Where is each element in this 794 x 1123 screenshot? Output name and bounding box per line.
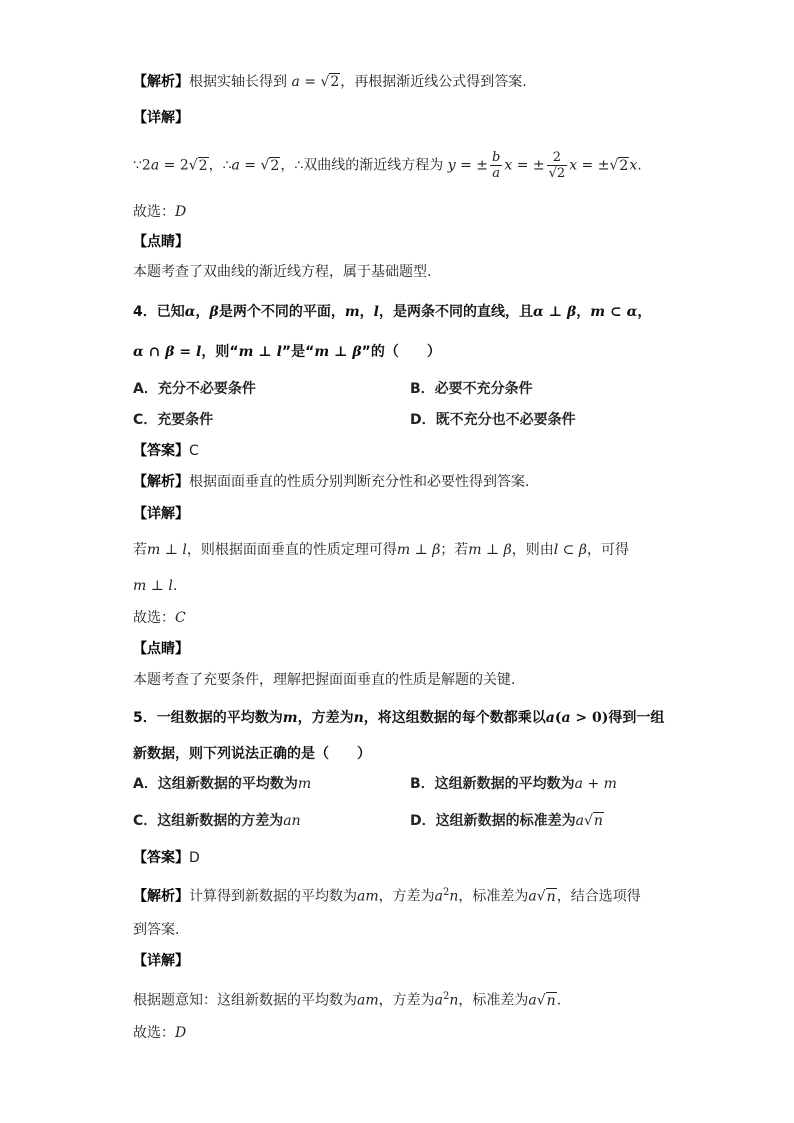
q4-detail-label: 【详解】 — [133, 506, 189, 522]
q4-stem-line2: α ∩ β = l，则“m ⊥ l”是“m ⊥ β”的（ ） — [133, 344, 441, 360]
q5-option-a[interactable]: A．这组新数据的平均数为m — [133, 776, 312, 792]
q3-choice-line: 故选：D — [133, 204, 187, 220]
q5-stem-line1: 5．一组数据的平均数为m，方差为n，将这组数据的每个数都乘以a(a > 0)得到一组 — [133, 710, 665, 726]
q5-option-d[interactable]: D．这组新数据的标准差为a√n — [410, 813, 603, 829]
q5-choice-line: 故选：D — [133, 1025, 187, 1041]
q4-option-c[interactable]: C．充要条件 — [133, 412, 214, 428]
q5-analysis-line2: 到答案. — [133, 922, 180, 938]
q4-option-a[interactable]: A．充分不必要条件 — [133, 381, 256, 397]
q3-comment-label: 【点睛】 — [133, 234, 189, 250]
sqrt-2: √2 — [320, 74, 340, 90]
q5-analysis-line1: 【解析】计算得到新数据的平均数为am，方差为$a^2n$，标准差为a√n，结合选项得 — [133, 887, 641, 905]
q5-detail-line: 根据题意知：这组新数据的平均数为am，方差为$a^2n$，标准差为a√n. — [133, 991, 562, 1009]
q4-comment-label: 【点睛】 — [133, 641, 189, 657]
q4-analysis-line: 【解析】根据面面垂直的性质分别判断充分性和必要性得到答案. — [133, 474, 530, 490]
q4-option-b[interactable]: B．必要不充分条件 — [410, 381, 533, 397]
q5-detail-label: 【详解】 — [133, 953, 189, 969]
q3-comment-text: 本题考查了双曲线的渐近线方程，属于基础题型. — [133, 264, 432, 280]
q4-detail-line1: 若m ⊥ l，则根据面面垂直的性质定理可得m ⊥ β；若m ⊥ β，则由l ⊂ β，可得 — [133, 542, 629, 558]
q4-choice-line: 故选：C — [133, 610, 186, 626]
analysis-label: 【解析】 — [133, 74, 189, 90]
q4-answer-line: 【答案】C — [133, 443, 199, 459]
q5-answer-line: 【答案】D — [133, 850, 200, 866]
q4-option-d[interactable]: D．既不充分也不必要条件 — [410, 412, 576, 428]
q4-comment-text: 本题考查了充要条件，理解把握面面垂直的性质是解题的关键. — [133, 672, 516, 688]
q4-stem-line1: 4．已知α，β是两个不同的平面，m，l，是两条不同的直线，且α ⊥ β，m ⊂ α， — [133, 304, 652, 320]
q3-analysis-line: 【解析】根据实轴长得到 a = √2，再根据渐近线公式得到答案. — [133, 74, 527, 90]
q5-option-b[interactable]: B．这组新数据的平均数为a + m — [410, 776, 617, 792]
q4-detail-line2: m ⊥ l. — [133, 578, 178, 594]
q3-detail-line: ∵2a = 2√2，∴a = √2，∴双曲线的渐近线方程为 y = ± $\frac{b}{a}$ x = ± $\frac{2}{√2}$ x = ±√2x. — [133, 150, 642, 181]
q5-stem-line2: 新数据，则下列说法正确的是（ ） — [133, 746, 371, 762]
fraction-2-over-sqrt2: $\frac{2}{√2}$ — [548, 150, 566, 181]
q5-option-c[interactable]: C．这组新数据的方差为an — [133, 813, 301, 829]
fraction-b-over-a: $\frac{b}{a}$ — [492, 150, 501, 181]
q3-detail-label: 【详解】 — [133, 110, 189, 126]
